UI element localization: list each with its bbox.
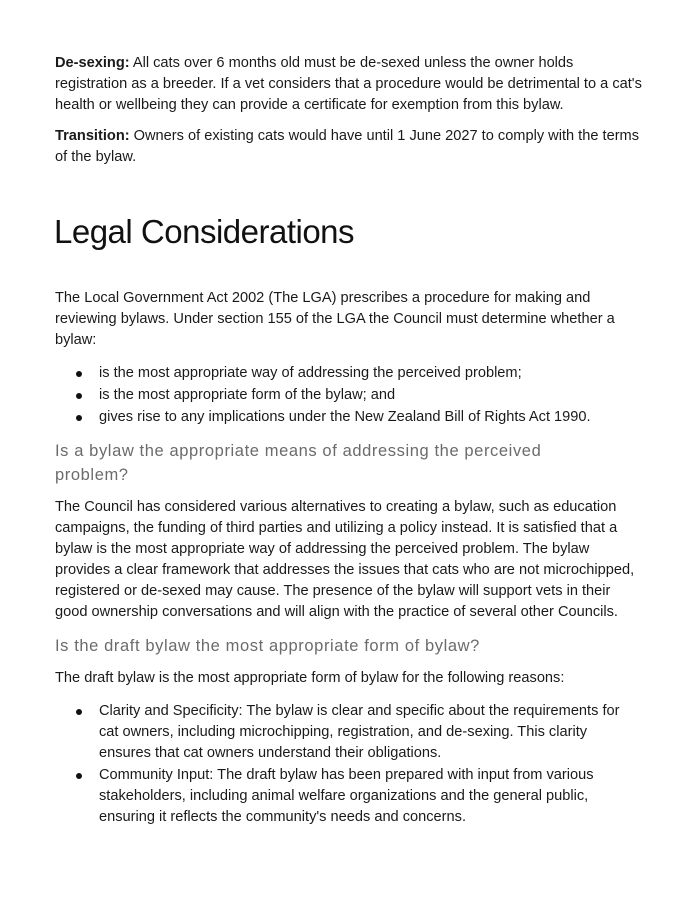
desexing-label: De-sexing:: [55, 55, 130, 71]
appropriate-means-heading: Is a bylaw the appropriate means of addressing the perceived problem?: [55, 442, 542, 484]
bullet-icon: [76, 393, 82, 399]
transition-label: Transition:: [55, 128, 130, 144]
list-item: [55, 701, 645, 764]
desexing-paragraph: [55, 53, 645, 116]
appropriate-form-intro: The draft bylaw is the most appropriate form of bylaw for the following reasons:: [55, 670, 565, 686]
bullet-icon: [76, 371, 82, 377]
transition-paragraph: [55, 126, 645, 168]
list-item-text: Community Input: The draft bylaw has been prepared with input from various stakeholders, including animal welfare organizations and the general public, ensuring it reflects the community's needs and concerns.: [99, 767, 594, 825]
legal-considerations-heading: Legal Considerations: [54, 213, 355, 250]
list-item: [55, 363, 645, 384]
desexing-text: All cats over 6 months old must be de-sexed unless the owner holds registration as a breeder. If a vet considers that a procedure would be detrimental to a cat's health or wellbeing they can provide a certificate for exemption from this bylaw.: [55, 55, 642, 113]
legal-criteria-list: [55, 363, 645, 429]
list-item: [55, 765, 645, 828]
legal-intro-paragraph: The Local Government Act 2002 (The LGA) prescribes a procedure for making and reviewing bylaws. Under section 155 of the LGA the Council must determine whether a bylaw:: [55, 290, 615, 348]
list-item: [55, 407, 645, 428]
bullet-icon: [76, 709, 82, 715]
appropriate-means-body: The Council has considered various alternatives to creating a bylaw, such as education campaigns, the funding of third parties and utilizing a policy instead. It is satisfied that a bylaw is the most appropriate way of addressing the perceived problem. The bylaw provides a clear framework that addresses the issues that cats who are not microchipped, registered or de-sexed may cause. The presence of the bylaw will support vets in their good ownership conversations and will align with the practice of several other Councils.: [55, 499, 635, 620]
transition-text: Owners of existing cats would have until 1 June 2027 to comply with the terms of the bylaw.: [55, 128, 640, 165]
list-item-text: gives rise to any implications under the New Zealand Bill of Rights Act 1990.: [99, 409, 591, 425]
list-item-text: is the most appropriate way of addressing the perceived problem;: [99, 365, 522, 381]
appropriate-form-reasons-list: [55, 701, 645, 829]
bullet-icon: [76, 415, 82, 421]
list-item: [55, 385, 645, 406]
bullet-icon: [76, 773, 82, 779]
list-item-text: is the most appropriate form of the bylaw; and: [99, 387, 396, 403]
appropriate-form-heading: Is the draft bylaw the most appropriate form of bylaw?: [55, 637, 480, 655]
list-item-text: Clarity and Specificity: The bylaw is clear and specific about the requirements for cat owners, including microchipping, registration, and de-sexing. This clarity ensures that cat owners understand their obligations.: [99, 703, 620, 761]
